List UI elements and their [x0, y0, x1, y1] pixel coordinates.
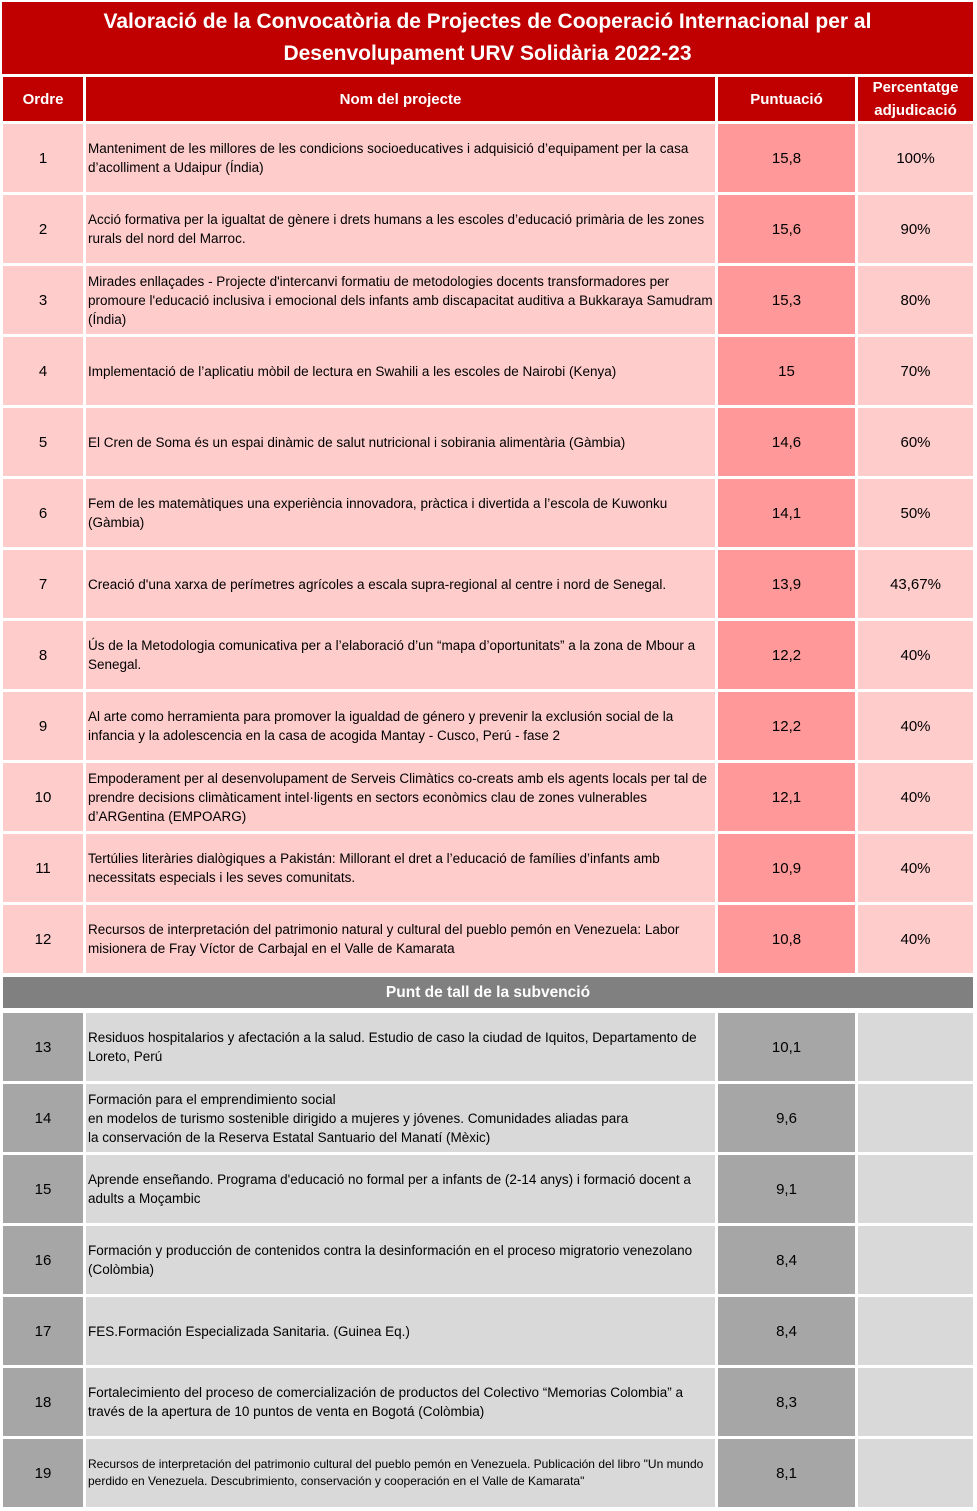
row-project-name — [86, 195, 715, 263]
row-percent — [858, 195, 973, 263]
row-order-text: 6 — [38, 504, 48, 522]
row-project-name-text: Aprende enseñando. Programa d'educació no formal per a infants de (2-14 anys) i formació docent a adults a Moçambic — [88, 1172, 691, 1206]
row-order — [3, 337, 83, 405]
cutoff-banner: Punt de tall de la subvenció — [3, 977, 973, 1008]
row-score-text: 15,3 — [771, 291, 802, 309]
row-order-text: 16 — [34, 1251, 52, 1269]
row-percent-text: 40% — [900, 646, 931, 664]
page-title: Valoració de la Convocatòria de Projectes de Cooperació Internacional per al Desenvolupament URV Solidària 2022-23 — [2, 2, 973, 74]
row-order-text: 2 — [38, 220, 48, 238]
row-order-text: 11 — [35, 859, 51, 877]
row-score — [718, 337, 855, 405]
row-project-name-text: Tertúlies literàries dialògiques a Pakistán: Millorant el dret a l’educació de famílies d’infants amb necessitats especials i les seves comunitats. — [88, 851, 660, 885]
row-project-name — [86, 1226, 715, 1294]
row-percent-text: 43,67% — [890, 575, 941, 593]
row-project-name — [86, 1084, 715, 1152]
row-score-text: 15,8 — [771, 149, 802, 167]
row-project-name — [86, 1155, 715, 1223]
row-order — [3, 124, 83, 192]
row-score-text: 10,9 — [771, 859, 802, 877]
row-order — [3, 1297, 83, 1365]
table-row — [0, 1084, 977, 1152]
table-row — [0, 266, 977, 334]
row-project-name — [86, 905, 715, 973]
row-order — [3, 1084, 83, 1152]
row-project-name-text: Ús de la Metodologia comunicativa per a l’elaboració d’un “mapa d’oportunitats” a la zona de Mbour a Senegal. — [88, 638, 696, 672]
row-project-name-text: Manteniment de les millores de les condicions socioeducatives i adquisició d’equipament per la casa d’acolliment a Udaipur (Índia) — [88, 141, 689, 175]
table-row — [0, 905, 977, 973]
row-score — [718, 692, 855, 760]
row-percent — [858, 1155, 973, 1223]
row-score-text: 8,3 — [776, 1393, 797, 1411]
row-project-name-text: Fem de les matemàtiques una experiència innovadora, pràctica i divertida a l’escola de Kuwonku (Gàmbia) — [88, 496, 668, 530]
row-order — [3, 1155, 83, 1223]
table-row — [0, 124, 977, 192]
row-order-text: 3 — [38, 291, 48, 309]
row-percent — [858, 834, 973, 902]
table-row — [0, 1226, 977, 1294]
row-score — [718, 550, 855, 618]
row-score — [718, 1084, 855, 1152]
row-project-name — [86, 1297, 715, 1365]
row-project-name-text: Creació d'una xarxa de perímetres agrícoles a escala supra-regional al centre i nord de Senegal. — [88, 576, 667, 592]
row-percent — [858, 692, 973, 760]
row-score-text: 10,1 — [771, 1038, 802, 1056]
row-order — [3, 621, 83, 689]
row-percent — [858, 1226, 973, 1294]
row-score — [718, 905, 855, 973]
row-project-name-text: Empoderament per al desenvolupament de Serveis Climàtics co-creats amb els agents locals per tal de prendre decisions climàticament intel·ligents en sectors econòmics clau de zones vulnerables d’ARGentina (EMPOARG) — [88, 770, 708, 824]
row-score-text: 12,2 — [771, 646, 802, 664]
row-percent — [858, 763, 973, 831]
row-order-text: 10 — [34, 788, 52, 806]
header-percent: Percentatge adjudicació — [858, 77, 973, 121]
row-project-name — [86, 621, 715, 689]
row-score — [718, 621, 855, 689]
row-project-name-text: Fortalecimiento del proceso de comercialización de productos del Colectivo “Memorias Colombia” a través de la apertura de 10 puntos de venta en Bogotá (Colòmbia) — [88, 1385, 684, 1419]
row-project-name-text: Recursos de interpretación del patrimonio natural y cultural del pueblo pemón en Venezuela: Labor misionera de Fray Víctor de Carbajal en el Valle de Kamarata — [88, 922, 680, 956]
header-name: Nom del projecte — [86, 77, 715, 121]
row-order — [3, 1368, 83, 1436]
row-order-text: 17 — [34, 1322, 52, 1340]
row-order-text: 5 — [38, 433, 48, 451]
row-order — [3, 1439, 83, 1507]
row-order — [3, 195, 83, 263]
row-score-text: 12,1 — [771, 788, 802, 806]
row-project-name-text: Recursos de interpretación del patrimonio cultural del pueblo pemón en Venezuela. Publicación del libro "Un mundo perdido en Venezuela. Descubrimiento, conservación y cooperación en el Valle de Kamarata" — [88, 1457, 704, 1488]
row-order-text: 9 — [38, 717, 48, 735]
row-percent — [858, 408, 973, 476]
row-score — [718, 1013, 855, 1081]
row-order-text: 14 — [34, 1109, 52, 1127]
table-row — [0, 408, 977, 476]
row-score — [718, 1155, 855, 1223]
row-percent — [858, 550, 973, 618]
row-order-text: 13 — [34, 1038, 52, 1056]
row-project-name-text: Acció formativa per la igualtat de gènere i drets humans a les escoles d’educació primària de les zones rurals del nord del Marroc. — [88, 212, 705, 246]
row-score — [718, 834, 855, 902]
row-project-name-text: El Cren de Soma és un espai dinàmic de salut nutricional i sobirania alimentària (Gàmbia) — [88, 434, 626, 450]
row-percent-text: 40% — [900, 930, 931, 948]
row-score — [718, 266, 855, 334]
row-score — [718, 124, 855, 192]
row-order-text: 18 — [34, 1393, 52, 1411]
row-project-name-text: Implementació de l’aplicatiu mòbil de lectura en Swahili a les escoles de Nairobi (Kenya) — [88, 363, 617, 379]
table-row — [0, 337, 977, 405]
row-project-name — [86, 124, 715, 192]
row-score-text: 8,4 — [776, 1251, 797, 1269]
table-row — [0, 1439, 977, 1507]
row-score-text: 12,2 — [771, 717, 802, 735]
row-percent-text: 40% — [900, 717, 931, 735]
row-score-text: 8,1 — [776, 1464, 797, 1482]
row-score — [718, 479, 855, 547]
header-order: Ordre — [3, 77, 83, 121]
row-percent-text: 50% — [900, 504, 931, 522]
row-percent-text: 100% — [896, 149, 935, 167]
row-percent-text: 40% — [900, 788, 931, 806]
row-percent-text: 90% — [900, 220, 931, 238]
row-score-text: 13,9 — [771, 575, 802, 593]
row-order — [3, 266, 83, 334]
row-order — [3, 692, 83, 760]
row-project-name — [86, 1013, 715, 1081]
row-percent — [858, 1297, 973, 1365]
row-project-name-text: Al arte como herramienta para promover la igualdad de género y prevenir la exclusión social de la infancia y la adolescencia en la casa de acogida Mantay - Cusco, Perú - fase 2 — [88, 709, 674, 743]
row-project-name-text: Mirades enllaçades - Projecte d'intercanvi formatiu de metodologies docents transformadores per promoure l'educació inclusiva i emocional dels infants amb discapacitat auditiva a Bukkaraya Samudram (Índia) — [88, 273, 713, 327]
row-project-name-text: Residuos hospitalarios y afectación a la salud. Estudio de caso la ciudad de Iquitos, Departamento de Loreto, Perú — [88, 1030, 697, 1064]
table-row — [0, 550, 977, 618]
row-percent — [858, 124, 973, 192]
row-percent-text: 60% — [900, 433, 931, 451]
table-row — [0, 479, 977, 547]
row-project-name — [86, 692, 715, 760]
row-project-name — [86, 408, 715, 476]
table-row — [0, 834, 977, 902]
row-order — [3, 550, 83, 618]
table-row — [0, 621, 977, 689]
table-row — [0, 1013, 977, 1081]
table-row — [0, 1297, 977, 1365]
row-order — [3, 905, 83, 973]
row-score — [718, 1368, 855, 1436]
row-score-text: 15,6 — [771, 220, 802, 238]
row-percent-text: 80% — [900, 291, 931, 309]
row-order — [3, 1013, 83, 1081]
row-percent — [858, 1013, 973, 1081]
row-order — [3, 408, 83, 476]
table-row — [0, 195, 977, 263]
row-project-name — [86, 479, 715, 547]
row-percent-text: 70% — [900, 362, 931, 380]
row-project-name — [86, 1439, 715, 1507]
row-percent — [858, 1368, 973, 1436]
row-order-text: 12 — [34, 930, 52, 948]
row-score — [718, 408, 855, 476]
row-score-text: 10,8 — [771, 930, 802, 948]
row-project-name — [86, 337, 715, 405]
row-project-name — [86, 266, 715, 334]
row-order — [3, 479, 83, 547]
row-score — [718, 195, 855, 263]
row-score-text: 14,6 — [771, 433, 802, 451]
table-row — [0, 763, 977, 831]
row-project-name-text: FES.Formación Especializada Sanitaria. (Guinea Eq.) — [88, 1323, 410, 1339]
row-percent-text: 40% — [900, 859, 931, 877]
row-order-text: 1 — [38, 149, 48, 167]
row-order — [3, 834, 83, 902]
row-order-text: 4 — [38, 362, 48, 380]
row-order-text: 7 — [38, 575, 48, 593]
row-score-text: 15 — [778, 362, 795, 380]
row-project-name — [86, 550, 715, 618]
row-project-name — [86, 834, 715, 902]
row-score-text: 14,1 — [771, 504, 802, 522]
row-project-name — [86, 763, 715, 831]
row-percent — [858, 905, 973, 973]
row-score-text: 9,6 — [776, 1109, 797, 1127]
row-order-text: 8 — [38, 646, 48, 664]
row-percent — [858, 479, 973, 547]
row-score — [718, 1297, 855, 1365]
row-score — [718, 763, 855, 831]
row-score — [718, 1439, 855, 1507]
table-row — [0, 1155, 977, 1223]
row-percent — [858, 337, 973, 405]
row-percent — [858, 621, 973, 689]
row-order — [3, 1226, 83, 1294]
header-score: Puntuació — [718, 77, 855, 121]
row-project-name-text: Formación para el emprendimiento social en modelos de turismo sostenible dirigido a mujeres y jóvenes. Comunidades aliadas para la conservación de la Reserva Estatal Santuario del Manatí (Mèxic) — [88, 1091, 629, 1145]
row-project-name — [86, 1368, 715, 1436]
table-row — [0, 1368, 977, 1436]
row-percent — [858, 1084, 973, 1152]
row-percent — [858, 266, 973, 334]
row-score-text: 8,4 — [776, 1322, 797, 1340]
row-order-text: 19 — [34, 1464, 52, 1482]
row-project-name-text: Formación y producción de contenidos contra la desinformación en el proceso migratorio venezolano (Colòmbia) — [88, 1243, 693, 1277]
row-score — [718, 1226, 855, 1294]
table-row — [0, 692, 977, 760]
row-order — [3, 763, 83, 831]
row-percent — [858, 1439, 973, 1507]
row-score-text: 9,1 — [776, 1180, 797, 1198]
row-order-text: 15 — [34, 1180, 52, 1198]
